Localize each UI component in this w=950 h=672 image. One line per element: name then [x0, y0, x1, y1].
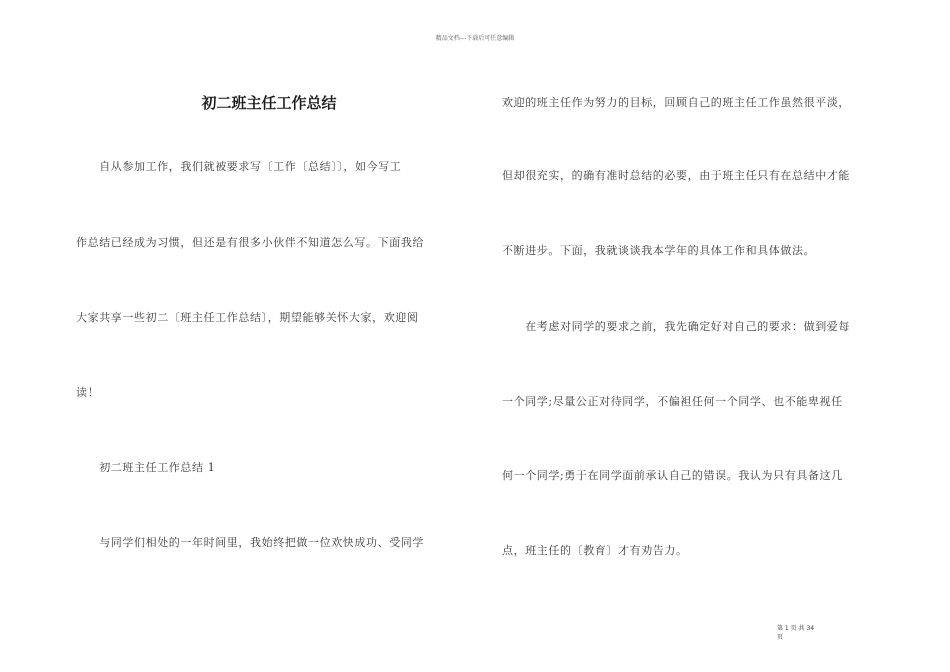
page-number	[777, 624, 825, 642]
paragraph-line: 欢迎的班主任作为努力的目标，回顾自己的班主任工作虽然很平淡，	[502, 96, 850, 109]
section-heading: 初二班主任工作总结 1	[76, 461, 216, 474]
header-note: 精品文档---下载后可任意编辑	[435, 35, 515, 42]
paragraph-line: 在考虑对同学的要求之前，我先确定好对自己的要求：做到爱每	[502, 320, 850, 333]
paragraph-line: 读！	[76, 386, 100, 399]
paragraph-line: 与同学们相处的一年时间里，我始终把做一位欢快成功、受同学	[76, 536, 424, 549]
paragraph-line: 一个同学;尽量公正对待同学，不偏袒任何一个同学、也不能卑视任	[502, 395, 843, 408]
paragraph-line: 何一个同学;勇于在同学面前承认自己的错误。我认为只有具备这几	[502, 469, 843, 482]
paragraph-line: 点，班主任的〔教育〕才有劝告力。	[502, 544, 688, 557]
page-suffix-label: 页	[777, 634, 784, 641]
paragraph-line: 但却很充实，的确有准时总结的必要，由于班主任只有在总结中才能	[502, 169, 850, 182]
paragraph-line: 作总结已经成为习惯，但还是有很多小伙伴不知道怎么写。下面我给	[76, 236, 424, 249]
paragraph-line: 大家共享一些初二〔班主任工作总结〕，期望能够关怀大家，欢迎阅	[76, 311, 419, 324]
page-count-label: 第 1 页 共 34	[777, 625, 815, 632]
paragraph-line: 不断进步。下面，我就谈谈我本学年的具体工作和具体做法。	[502, 244, 816, 257]
paragraph-line: 自从参加工作，我们就被要求写〔工作〔总结〕〕，如今写工	[76, 160, 402, 173]
document-title: 初二班主任工作总结	[201, 94, 337, 112]
